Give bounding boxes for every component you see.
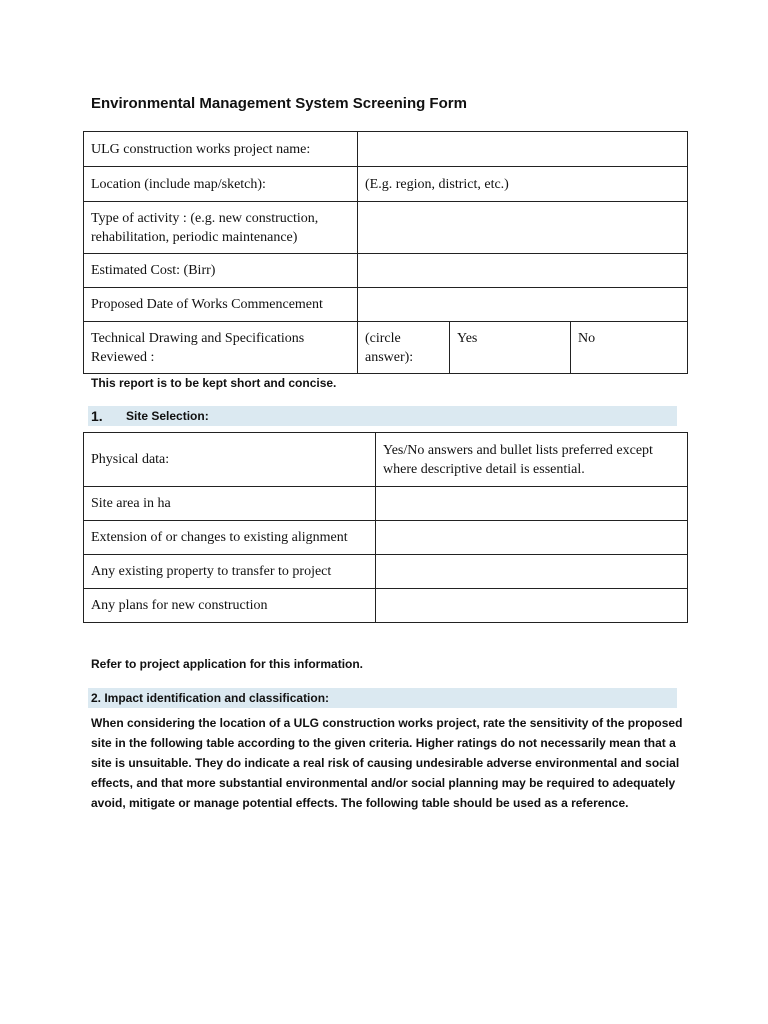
property-transfer-field[interactable] <box>376 555 688 589</box>
table-row <box>84 167 688 202</box>
row-label: Any existing property to transfer to project <box>84 555 376 589</box>
row-label: Technical Drawing and Specifications Reviewed : <box>84 322 358 374</box>
row-label: Location (include map/sketch): <box>84 167 358 202</box>
activity-type-field[interactable] <box>358 202 688 254</box>
impact-paragraph: When considering the location of a ULG construction works project, rate the sensitivity of the proposed site in the following table according to the given criteria. Higher ratings do not necessarily mean that a site is unsuitable. They do indicate a real risk of causing undesirable adverse environmental and social effects, and that more substantial environmental and/or social planning may be required to adequately avoid, mitigate or manage potential effects. The following table should be used as a reference. <box>91 716 683 810</box>
refer-application-note: Refer to project application for this information. <box>91 657 364 671</box>
section-title: Site Selection: <box>126 409 209 423</box>
alignment-change-field[interactable] <box>376 521 688 555</box>
table-row <box>84 202 688 254</box>
section-number: 1. <box>91 408 103 424</box>
row-label: Estimated Cost: (Birr) <box>84 254 358 288</box>
project-info-table <box>83 131 688 374</box>
row-label: Type of activity : (e.g. new construction, rehabilitation, periodic maintenance) <box>84 202 358 254</box>
row-label: Any plans for new construction <box>84 589 376 623</box>
table-row <box>84 487 688 521</box>
table-row <box>84 322 688 374</box>
circle-answer-hint: (circle answer): <box>358 322 450 374</box>
section-title: 2. Impact identification and classification: <box>91 691 330 705</box>
row-label: ULG construction works project name: <box>84 132 358 167</box>
project-name-field[interactable] <box>358 132 688 167</box>
table-row <box>84 288 688 322</box>
site-area-field[interactable] <box>376 487 688 521</box>
answer-yes[interactable]: Yes <box>450 322 571 374</box>
answer-no[interactable]: No <box>571 322 688 374</box>
table-row <box>84 555 688 589</box>
table-row <box>84 433 688 487</box>
row-label: Proposed Date of Works Commencement <box>84 288 358 322</box>
short-report-note: This report is to be kept short and concise. <box>91 376 337 390</box>
table-row <box>84 589 688 623</box>
answer-guidance: Yes/No answers and bullet lists preferred except where descriptive detail is essential. <box>376 433 688 487</box>
table-row <box>84 521 688 555</box>
row-label: Physical data: <box>84 433 376 487</box>
site-selection-table <box>83 432 688 623</box>
row-label: Site area in ha <box>84 487 376 521</box>
location-field[interactable]: (E.g. region, district, etc.) <box>358 167 688 202</box>
form-title: Environmental Management System Screening Form <box>91 95 467 112</box>
section-1-heading <box>88 406 677 426</box>
commencement-date-field[interactable] <box>358 288 688 322</box>
section-2-heading <box>88 688 677 708</box>
table-row <box>84 132 688 167</box>
estimated-cost-field[interactable] <box>358 254 688 288</box>
new-construction-field[interactable] <box>376 589 688 623</box>
row-label: Extension of or changes to existing alignment <box>84 521 376 555</box>
table-row <box>84 254 688 288</box>
